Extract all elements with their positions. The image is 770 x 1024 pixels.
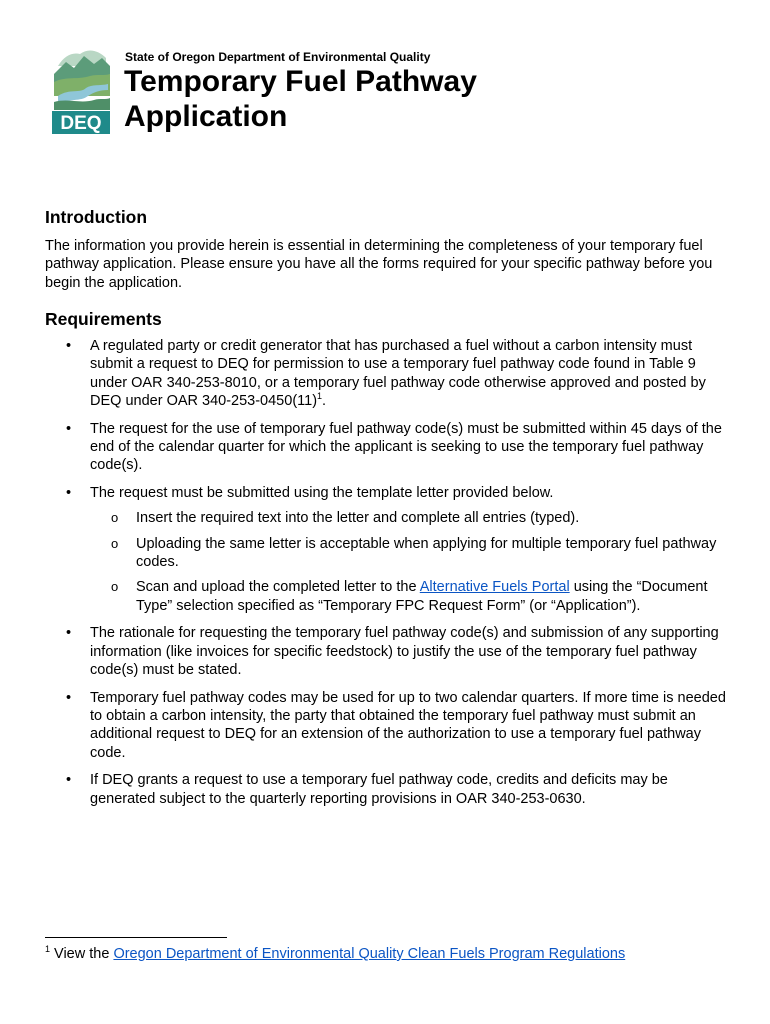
list-item: • The request for the use of temporary fuel pathway code(s) must be submitted within 45 days of the end of the calendar quarter for which the applicant is seeking to use the temporary fuel pathway code(s). — [45, 420, 728, 475]
title-line-1: Temporary Fuel Pathway — [124, 65, 477, 98]
deq-logo — [50, 44, 112, 136]
sub-list-item: o Insert the required text into the letter and complete all entries (typed). — [90, 509, 728, 527]
footnote-text: View the — [50, 946, 114, 962]
alternative-fuels-portal-link[interactable]: Alternative Fuels Portal — [419, 579, 570, 596]
list-item — [45, 484, 728, 615]
logo-text: DEQ — [60, 113, 102, 134]
footnote-ref[interactable]: 1 — [317, 391, 323, 402]
title-line-2: Application — [124, 100, 288, 133]
introduction-heading: Introduction — [45, 207, 148, 227]
item-text: A regulated party or credit generator that has purchased a fuel without a carbon intensity must submit a request to DEQ for permission to use a temporary fuel pathway code found in Table 9 under OAR 340-253-8010, or a temporary fuel pathway code otherwise approved and posted by DEQ under OAR 340-253-0450(11) — [90, 338, 706, 409]
footnote-divider — [45, 937, 227, 938]
page-title — [124, 64, 477, 134]
sub-list-item — [90, 578, 728, 615]
sub-list-item: o Uploading the same letter is acceptable when applying for multiple temporary fuel pathway codes. — [90, 535, 728, 572]
list-item: • If DEQ grants a request to use a temporary fuel pathway code, credits and deficits may be generated subject to the quarterly reporting provisions in OAR 340-253-0630. — [45, 771, 728, 808]
footnote-number: 1 — [45, 944, 51, 955]
item-end: . — [322, 392, 327, 409]
mountain-river-icon — [54, 51, 110, 110]
regulations-link[interactable]: Oregon Department of Environmental Quality Clean Fuels Program Regulations — [113, 946, 626, 962]
requirements-list — [45, 337, 728, 818]
list-item — [45, 337, 728, 410]
sub-text-pre: Scan and upload the completed letter to the — [136, 579, 420, 596]
list-item: • The rationale for requesting the temporary fuel pathway code(s) and submission of any supporting information (like invoices for specific feedstock) to justify the use of the temporary fuel pathway code(s) must be stated. — [45, 624, 728, 679]
requirements-heading: Requirements — [45, 309, 162, 329]
item-text: The request must be submitted using the template letter provided below. — [90, 485, 554, 502]
agency-name: State of Oregon Department of Environmental Quality — [125, 50, 431, 64]
sub-text-post: using the “Document Type” selection specified as “Temporary FPC Request Form” (or “Application”). — [136, 579, 708, 614]
list-item: • Temporary fuel pathway codes may be used for up to two calendar quarters. If more time is needed to obtain a carbon intensity, the party that obtained the temporary fuel pathway must submit an additional request to DEQ for an extension of the authorization to use a temporary fuel pathway code. — [45, 689, 728, 762]
footnote — [45, 945, 625, 963]
introduction-text: The information you provide herein is essential in determining the completeness of your temporary fuel pathway application. Please ensure you have all the forms required for your specific pathway before you begin the application. — [45, 238, 713, 291]
sub-list — [90, 509, 728, 614]
